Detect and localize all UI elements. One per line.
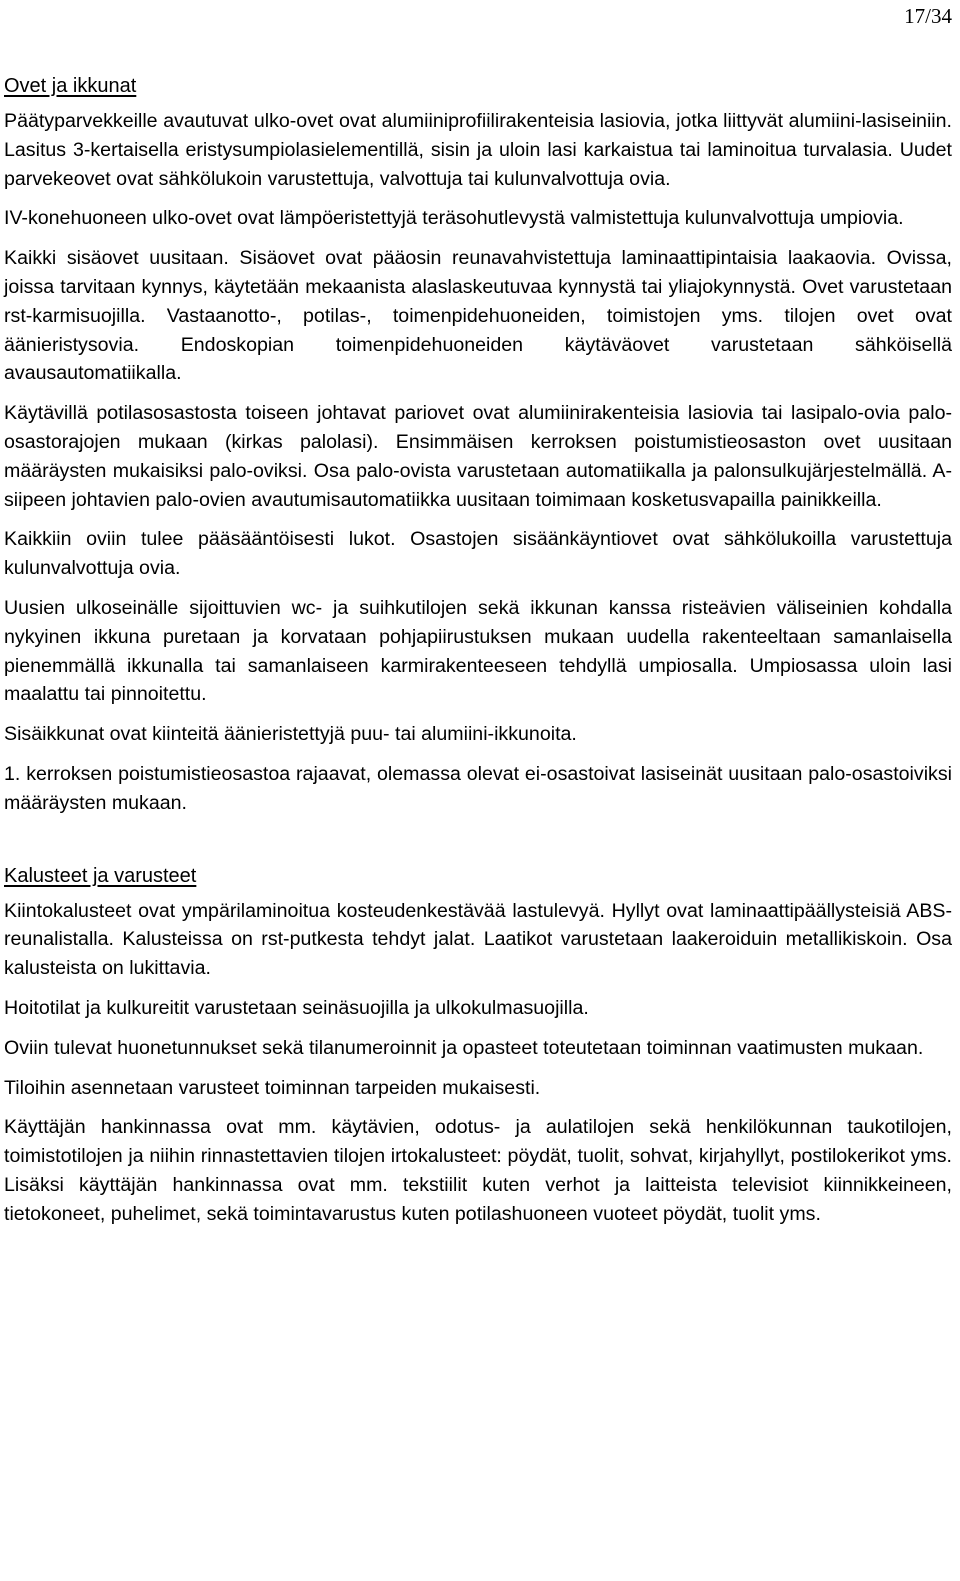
paragraph: Kiintokalusteet ovat ympärilaminoitua kosteudenkestävää lastulevyä. Hyllyt ovat laminaattipäällysteisiä ABS-reunalistalla. Kalusteissa on rst-putkesta tehdyt jalat. Laatikot varustetaan laakeroiduin metallikiskoin. Osa kalusteista on lukittavia. (4, 899, 952, 980)
page-number: 17/34 (904, 4, 952, 28)
section-heading: Ovet ja ikkunat (4, 75, 137, 97)
paragraph: IV-konehuoneen ulko-ovet ovat lämpöeristettyjä teräsohutlevystä valmistettuja kulunvalvottuja umpiovia. (4, 207, 904, 230)
paragraph: Käytävillä potilasosastosta toiseen johtavat pariovet ovat alumiinirakenteisia lasiovia tai lasipalo-ovia palo-osastorajojen mukaan (kirkas palolasi). Ensimmäisen kerroksen poistumistieosaston ovet uusitaan määräysten mukaisiksi palo-oviksi. Osa palo-ovista varustetaan automatiikalla ja palonsulkujärjestelmällä. A-siipeen johtavien palo-ovien avautumisautomatiikka uusitaan toimimaan kosketusvapailla painikkeilla. (4, 402, 952, 511)
paragraph: Tiloihin asennetaan varusteet toiminnan tarpeiden mukaisesti. (4, 1076, 541, 1099)
section-doors-and-windows (4, 72, 952, 818)
paragraph: Kaikki sisäovet uusitaan. Sisäovet ovat pääosin reunavahvistettuja laminaattipintaisia laakaovia. Ovissa, joissa tarvitaan kynnys, käytetään mekaanista alaslaskeutuvaa kynnystä tai yliajokynnystä. Ovet varustetaan rst-karmisuojilla. Vastaanotto-, potilas-, toimenpidehuoneiden, toimistojen yms. tilojen ovet ovat äänieristysovia. Endoskopian toimenpidehuoneiden käytäväovet varustetaan sähköisellä avausautomatiikalla. (4, 247, 952, 385)
paragraph: Oviin tulevat huonetunnukset sekä tilanumeroinnit ja opasteet toteutetaan toiminnan vaatimusten mukaan. (4, 1036, 924, 1059)
section-furniture-and-fittings (4, 862, 952, 1229)
section-spacer (4, 829, 952, 862)
paragraph: Sisäikkunat ovat kiinteitä äänieristettyjä puu- tai alumiini-ikkunoita. (4, 723, 577, 746)
paragraph: Käyttäjän hankinnassa ovat mm. käytävien, odotus- ja aulatilojen sekä henkilökunnan taukotilojen, toimistotilojen ja niihin rinnastettavien tilojen irtokalusteet: pöydät, tuolit, sohvat, kirjahyllyt, postilokerikot yms. Lisäksi käyttäjän hankinnassa ovat mm. tekstiilit kuten verhot ja laitteista televisiot kiinnikkeineen, tietokoneet, puhelimet, sekä toimintavarustus kuten potilashuoneen vuoteet pöydät, tuolit yms. (4, 1116, 952, 1225)
paragraph: Hoitotilat ja kulkureitit varustetaan seinäsuojilla ja ulkokulmasuojilla. (4, 996, 589, 1019)
paragraph: Päätyparvekkeille avautuvat ulko-ovet ovat alumiiniprofiilirakenteisia lasiovia, jotka liittyvät alumiini-lasiseiniin. Lasitus 3-kertaisella eristysumpiolasielementillä, sisin ja uloin lasi karkaistua tai laminoitua turvalasia. Uudet parvekeovet ovat sähkölukoin varustettuja, valvottuja tai kulunvalvottuja ovia. (4, 110, 952, 190)
paragraph: Uusien ulkoseinälle sijoittuvien wc- ja suihkutilojen sekä ikkunan kanssa risteävien väliseinien kohdalla nykyinen ikkuna puretaan ja korvataan pohjapiirustuksen mukaan uudella rakenteeltaan samanlaisella pienemmällä ikkunalla tai samanlaiseen karmirakenteeseen tehdyllä umpiosalla. Umpiosassa uloin lasi maalattu tai pinnoitettu. (4, 596, 952, 706)
paragraph: 1. kerroksen poistumistieosastoa rajaavat, olemassa olevat ei-osastoivat lasiseinät uusitaan palo-osastoiviksi määräysten mukaan. (4, 762, 952, 814)
document-body (4, 72, 952, 1240)
section-heading: Kalusteet ja varusteet (4, 864, 197, 887)
paragraph: Kaikkiin oviin tulee pääsääntöisesti lukot. Osastojen sisäänkäyntiovet ovat sähkölukoilla varustettuja kulunvalvottuja ovia. (4, 528, 952, 580)
